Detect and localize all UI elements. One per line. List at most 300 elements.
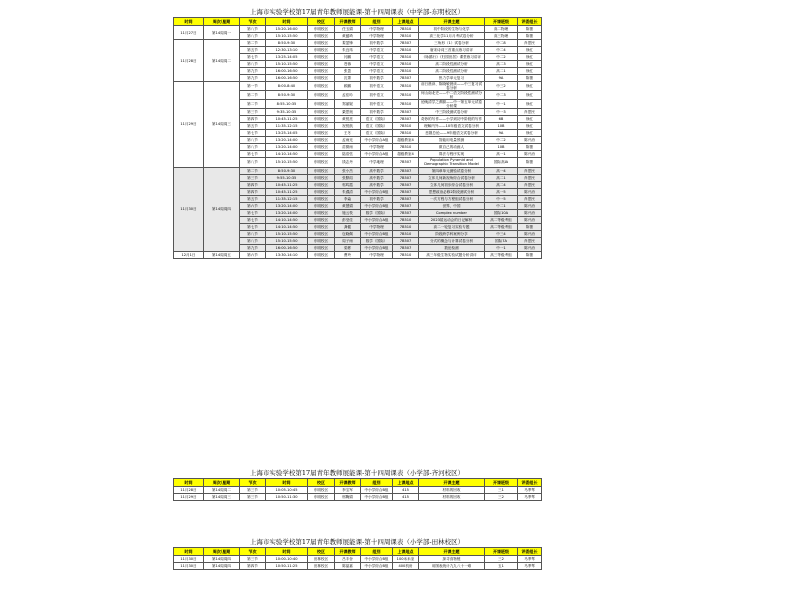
table-cell: 10B: [485, 144, 518, 151]
table-cell: 东明校区: [308, 26, 335, 33]
table-cell: 13:30-14:10: [266, 251, 308, 258]
table-cell: 415: [393, 487, 419, 494]
table-cell: 娄盈锋: [335, 40, 361, 47]
table-cell: 数学（国际）: [361, 209, 393, 216]
table-cell: 高一1: [485, 151, 518, 158]
table-cell: 中学物理: [361, 26, 393, 33]
column-header: 开课班级: [485, 479, 518, 487]
table-cell: 第四章单元测验试卷分析: [419, 167, 485, 174]
table-cell: 415: [393, 494, 419, 501]
table-cell: 田林校区: [308, 563, 335, 570]
table-cell: 中小学综合B组: [361, 244, 393, 251]
table-cell: 徐红: [518, 100, 542, 109]
table-cell: 东明校区: [308, 216, 335, 223]
table-cell: 第四节: [240, 188, 266, 195]
table-cell: 陈兴治: [518, 216, 542, 223]
table-cell: 语文（国际）: [361, 123, 393, 130]
table-cell: 11月28日: [174, 487, 204, 494]
schedule-section-dongming: [173, 8, 541, 259]
table-cell: 语文（国际）: [361, 116, 393, 123]
table-cell: 7B507: [393, 202, 419, 209]
table-cell: 高中数学: [361, 167, 393, 174]
table-cell: 第二节: [240, 100, 266, 109]
column-header: 节次: [240, 479, 266, 487]
table-cell: 徐红: [518, 68, 542, 75]
table-cell: 第14周周四: [204, 556, 240, 563]
table-cell: 7B510: [393, 47, 419, 54]
table-cell: 13:25-14:05: [266, 54, 308, 61]
table-cell: 肖思民: [518, 109, 542, 116]
table-cell: 前日晨读、陈晓敏晨读——中三复习试卷分析: [419, 82, 485, 91]
week-cell: 第14周周二: [204, 40, 240, 82]
table-cell: 第三节: [240, 556, 266, 563]
table-cell: 8:50-9:30: [266, 167, 308, 174]
column-header: 校区: [308, 548, 335, 556]
table-cell: 7B507: [393, 158, 419, 168]
section-title: 上海市实验学校第17届青年教师展能课-第十四周课表（小学部-田林校区）: [249, 538, 465, 546]
table-cell: 东明校区: [308, 188, 335, 195]
table-cell: 高二4: [485, 181, 518, 188]
table-cell: 理解内外——10年级语文试卷分析: [419, 123, 485, 130]
table-cell: 东明校区: [308, 33, 335, 40]
table-row: [174, 563, 542, 570]
schedule-table-dongming: [173, 17, 542, 259]
table-cell: 11月30日: [174, 556, 204, 563]
table-cell: 第八节: [240, 26, 266, 33]
table-cell: 探寻食物链: [419, 556, 485, 563]
column-header: 周次/星期: [204, 548, 240, 556]
table-cell: 7B507: [393, 167, 419, 174]
table-cell: 9:55-10:35: [266, 174, 308, 181]
table-cell: Complex number: [419, 209, 485, 216]
column-header: 节次: [240, 18, 266, 26]
table-cell: 中小学综合A组: [361, 216, 393, 223]
table-cell: 中学物理: [361, 33, 393, 40]
table-cell: 陈兴治: [518, 202, 542, 209]
table-cell: 东明校区: [308, 223, 335, 230]
table-cell: 栗思奥: [335, 109, 361, 116]
table-cell: 东明校区: [308, 158, 335, 168]
table-cell: 热力学单元复习: [419, 75, 485, 82]
table-cell: 朱濮清: [335, 188, 361, 195]
table-cell: 100米米室: [393, 556, 419, 563]
table-cell: 初中数学: [361, 40, 393, 47]
table-cell: 郑丽妮: [335, 100, 361, 109]
table-cell: 东明校区: [308, 195, 335, 202]
table-cell: 第二节: [240, 40, 266, 47]
column-header: 组别: [361, 548, 393, 556]
table-cell: 15:10-15:50: [266, 230, 308, 237]
column-header: 组别: [361, 479, 393, 487]
table-cell: 7B510: [393, 223, 419, 230]
table-cell: 徐红: [518, 91, 542, 100]
table-cell: 张盈: [335, 68, 361, 75]
column-header: 时间: [266, 548, 308, 556]
column-header: 周次/星期: [204, 479, 240, 487]
table-cell: 东明校区: [308, 75, 335, 82]
table-cell: 8:55-10:35: [266, 100, 308, 109]
table-cell: 7B510: [393, 61, 419, 68]
table-cell: 高二阶段性测试分析: [419, 68, 485, 75]
table-cell: 论晚清学之溯源——中一第五单元试卷分析课: [419, 100, 485, 109]
table-cell: 高二1: [485, 68, 518, 75]
table-cell: 第九节: [240, 68, 266, 75]
table-cell: 高二1: [485, 174, 518, 181]
table-cell: 8:00-8:40: [266, 82, 308, 91]
table-cell: 7B510: [393, 123, 419, 130]
table-cell: 曹玲: [335, 251, 361, 258]
table-cell: 邢鞠娟: [335, 494, 361, 501]
table-cell: 10:50-11:30: [266, 494, 308, 501]
table-cell: 第七节: [240, 151, 266, 158]
table-cell: 初中数学: [361, 109, 393, 116]
table-cell: 东明校区: [308, 47, 335, 54]
column-header: 开课班级: [485, 548, 518, 556]
table-cell: 7B510: [393, 144, 419, 151]
table-cell: 15:10-15:50: [266, 237, 308, 244]
table-cell: 7B510: [393, 230, 419, 237]
week-cell: 第14周周五: [204, 251, 240, 258]
column-header: 开课教师: [335, 479, 361, 487]
table-cell: 中三阶段测试卷分析: [419, 109, 485, 116]
table-cell: 材料的回收: [419, 494, 485, 501]
column-header: 开课班级: [485, 18, 518, 26]
schedule-section-tianlin: [173, 538, 541, 570]
table-cell: 第九节: [240, 75, 266, 82]
section-title: 上海市实验学校第17届青年教师展能课-第十四周课表（小学部-齐河校区）: [249, 469, 465, 477]
table-cell: 超级教室4: [393, 151, 419, 158]
table-cell: 用图表统计九九八十一难: [419, 563, 485, 570]
table-cell: 中小学综合A组: [361, 137, 393, 144]
table-cell: 中二2: [485, 137, 518, 144]
table-cell: 12:30-13:10: [266, 47, 308, 54]
table-cell: 东明校区: [308, 68, 335, 75]
table-cell: 东明校区: [308, 130, 335, 137]
table-cell: 田林校区: [308, 556, 335, 563]
table-cell: 陈兴治: [518, 230, 542, 237]
table-cell: 《咏鹅行》《归园田居》课堂练习讲评: [419, 54, 485, 61]
column-header: 开课主题: [419, 548, 485, 556]
table-cell: 7B507: [393, 195, 419, 202]
table-cell: 徐红: [518, 47, 542, 54]
table-cell: 初中语文: [361, 100, 393, 109]
table-cell: 算法与程序实现: [419, 151, 485, 158]
table-cell: 15:10-15:50: [266, 61, 308, 68]
table-cell: 三角形（1）试卷分析: [419, 40, 485, 47]
table-cell: 7B507: [393, 188, 419, 195]
table-cell: 中二8: [485, 40, 518, 47]
table-cell: 第二节: [240, 91, 266, 100]
table-cell: 包晓佩: [335, 230, 361, 237]
table-cell: 高二物理: [485, 26, 518, 33]
table-cell: 9:35-10:35: [266, 109, 308, 116]
table-cell: 徐红: [518, 54, 542, 61]
table-cell: 第四节: [240, 563, 266, 570]
table-cell: 东明校区: [308, 202, 335, 209]
table-cell: 龚健: [335, 223, 361, 230]
table-cell: 东明校区: [308, 82, 335, 91]
table-cell: 陈兴治: [518, 151, 542, 158]
table-cell: 肖思民: [518, 237, 542, 244]
table-cell: 第四节: [240, 116, 266, 123]
table-cell: 王冬: [335, 130, 361, 137]
table-cell: 7B510: [393, 130, 419, 137]
table-cell: 李宝军: [335, 487, 361, 494]
table-cell: 东明校区: [308, 54, 335, 61]
table-row: [174, 26, 542, 33]
table-cell: 第八节: [240, 230, 266, 237]
table-cell: 初中语文: [361, 82, 393, 91]
table-cell: 第六节: [240, 202, 266, 209]
table-cell: 语文（国际）: [361, 130, 393, 137]
table-cell: 6B: [485, 116, 518, 123]
table-cell: 国际10A: [485, 209, 518, 216]
table-cell: 徐红: [518, 116, 542, 123]
table-cell: 高二等级考组: [485, 216, 518, 223]
table-cell: 陈蕾: [518, 251, 542, 258]
table-row: [174, 251, 542, 258]
table-cell: 13:20-14:00: [266, 202, 308, 209]
table-cell: 周子雨: [335, 237, 361, 244]
table-cell: 高三化学11月月考试卷分析: [419, 33, 485, 40]
table-cell: 高中数学: [361, 181, 393, 188]
table-cell: 五1: [485, 563, 518, 570]
table-cell: 第五节: [240, 47, 266, 54]
table-cell: 苗微雨: [335, 144, 361, 151]
table-cell: 陈蕾: [518, 158, 542, 168]
table-cell: 高二一轮复习实验专题: [419, 223, 485, 230]
date-cell: 11月30日: [174, 167, 204, 251]
table-cell: 数论检测: [419, 244, 485, 251]
table-cell: 16:00-16:50: [266, 68, 308, 75]
table-row: [174, 556, 542, 563]
table-cell: 14:10-14:50: [266, 223, 308, 230]
table-cell: 陈蕾: [518, 223, 542, 230]
table-cell: 8:50-9:30: [266, 40, 308, 47]
table-cell: 东明校区: [308, 181, 335, 188]
table-cell: 11:35-12:15: [266, 195, 308, 202]
table-cell: 16:00-16:50: [266, 75, 308, 82]
table-cell: 陈蕾: [518, 33, 542, 40]
table-cell: 国际高IA: [485, 158, 518, 168]
table-cell: 10:50-11:25: [266, 563, 308, 570]
table-cell: 中学语文: [361, 61, 393, 68]
table-cell: 中小学综合A组: [361, 151, 393, 158]
week-cell: 第14周周四: [204, 167, 240, 251]
table-cell: 苍蓉: [335, 61, 361, 68]
table-cell: 中二2: [485, 54, 518, 61]
table-cell: 肖思民: [518, 195, 542, 202]
column-header: 校区: [308, 18, 335, 26]
table-cell: 东明校区: [308, 100, 335, 109]
table-cell: 中学物理: [361, 223, 393, 230]
table-cell: 悲剧总论——9年级语文试卷分析: [419, 130, 485, 137]
table-cell: 李淼: [335, 195, 361, 202]
table-cell: 11月29日: [174, 494, 204, 501]
table-cell: 中学地理: [361, 158, 393, 168]
table-cell: 任玉娟: [335, 26, 361, 33]
table-cell: 第八节: [240, 33, 266, 40]
schedule-table-qihe: [173, 478, 542, 501]
table-cell: 东明校区: [308, 230, 335, 237]
section-title: 上海市实验学校第17届青年教师展能课-第十四周课表（中学部-东明校区）: [249, 8, 465, 16]
table-cell: 祝悦航: [335, 123, 361, 130]
column-header: 评委组长: [518, 479, 542, 487]
table-cell: 7B507: [393, 109, 419, 116]
table-row: [174, 487, 542, 494]
table-cell: 7B507: [393, 75, 419, 82]
table-cell: 东明校区: [308, 167, 335, 174]
table-cell: 第八节: [240, 158, 266, 168]
table-cell: 高三年级生物实验试题分析讲评: [419, 251, 485, 258]
table-cell: 初中数学: [361, 195, 393, 202]
table-cell: 中小学综合B组: [361, 188, 393, 195]
table-cell: 13:25-14:05: [266, 130, 308, 137]
table-cell: 陆浩弦: [335, 151, 361, 158]
table-cell: 东明校区: [308, 151, 335, 158]
table-cell: 高中数学: [361, 174, 393, 181]
table-cell: 中二3: [485, 91, 518, 100]
table-cell: 东明校区: [308, 237, 335, 244]
table-cell: 7B507: [393, 40, 419, 47]
table-cell: 第14周周四: [204, 563, 240, 570]
table-cell: 三2: [485, 556, 518, 563]
table-cell: 东明校区: [308, 116, 335, 123]
table-cell: 东明校区: [308, 40, 335, 47]
table-cell: 肖思民: [518, 40, 542, 47]
table-cell: 中小学综合B组: [361, 230, 393, 237]
column-header: 时间: [266, 18, 308, 26]
table-row: [174, 40, 542, 47]
column-header: 上课地点: [393, 479, 419, 487]
table-cell: 第六节: [240, 251, 266, 258]
table-cell: 朱良玮: [335, 47, 361, 54]
table-cell: 第七节: [240, 209, 266, 216]
table-cell: 第八节: [240, 61, 266, 68]
table-cell: 徐红: [518, 130, 542, 137]
table-cell: 7B507: [393, 181, 419, 188]
table-cell: 中三4: [485, 230, 518, 237]
table-cell: 郭鸣霞: [335, 181, 361, 188]
table-cell: 阶段跨学科案例分享: [419, 230, 485, 237]
table-cell: 中学语文: [361, 54, 393, 61]
table-cell: 第七节: [240, 130, 266, 137]
column-header: 节次: [240, 548, 266, 556]
table-cell: 材料的回收: [419, 487, 485, 494]
table-cell: 第八节: [240, 137, 266, 144]
table-cell: 思想政治必修2阶段测试分析: [419, 188, 485, 195]
column-header: 评委组长: [518, 18, 542, 26]
table-cell: 7B510: [393, 33, 419, 40]
table-cell: 数学（国际）: [361, 237, 393, 244]
table-cell: 彭莹佳: [335, 216, 361, 223]
table-cell: 中小学综合B组: [361, 563, 393, 570]
column-header: 时间: [266, 479, 308, 487]
table-cell: 第五节: [240, 195, 266, 202]
table-cell: 7B507: [393, 209, 419, 216]
table-cell: 高三等级考组: [485, 251, 518, 258]
table-cell: 第八节: [240, 144, 266, 151]
table-cell: 11:35-12:15: [266, 123, 308, 130]
table-cell: 13:20-14:00: [266, 209, 308, 216]
table-cell: 第14周周三: [204, 494, 240, 501]
table-cell: 奇妙的写作——小学到初中阶段的写作: [419, 116, 485, 123]
table-cell: 中一1: [485, 100, 518, 109]
table-cell: 三2: [485, 494, 518, 501]
table-cell: 黄蕴琦: [335, 33, 361, 40]
table-cell: 高一4: [485, 167, 518, 174]
table-cell: 分式的概念与计算试卷分析: [419, 237, 485, 244]
table-cell: 第一节: [240, 82, 266, 91]
table-cell: 东明校区: [308, 494, 335, 501]
table-cell: 第八节: [240, 237, 266, 244]
table-cell: 张小杰: [335, 167, 361, 174]
table-cell: 7B510: [393, 82, 419, 91]
table-cell: 中三2: [485, 82, 518, 91]
table-cell: 10:45-11:25: [266, 116, 308, 123]
table-cell: 中一3: [485, 109, 518, 116]
table-cell: 15:10-15:50: [266, 158, 308, 168]
column-header: 上课地点: [393, 548, 419, 556]
table-cell: 一次方程与方程组试卷分析: [419, 195, 485, 202]
table-cell: 7B510: [393, 100, 419, 109]
table-cell: 第二节: [240, 167, 266, 174]
table-cell: 7B507: [393, 244, 419, 251]
column-header: 评委组长: [518, 548, 542, 556]
table-cell: 东明校区: [308, 174, 335, 181]
table-cell: 中一1: [485, 244, 518, 251]
table-cell: 孟雨光: [335, 137, 361, 144]
table-cell: 第三节: [240, 174, 266, 181]
table-cell: 陈蕾: [518, 144, 542, 151]
table-cell: 13:20-14:00: [266, 137, 308, 144]
table-cell: 陈兴治: [518, 209, 542, 216]
table-cell: 东明校区: [308, 144, 335, 151]
table-cell: 8:50-9:30: [266, 91, 308, 100]
table-cell: 梁彬: [335, 244, 361, 251]
table-cell: 中学物理: [361, 144, 393, 151]
table-cell: 顾鹏: [335, 82, 361, 91]
table-cell: 7B507: [393, 116, 419, 123]
table-cell: 智能用电量预测: [419, 137, 485, 144]
table-cell: 中二1: [485, 202, 518, 209]
table-cell: 初中阶段的生物与化学: [419, 26, 485, 33]
column-header: 时间: [174, 18, 204, 26]
table-cell: 肖思民: [518, 174, 542, 181]
table-cell: 做自己的动画人: [419, 144, 485, 151]
table-cell: 东明校区: [308, 487, 335, 494]
table-cell: 黄悦亮: [335, 116, 361, 123]
table-cell: 孟佳吟: [335, 91, 361, 100]
table-cell: 中二4: [485, 47, 518, 54]
table-cell: 马季琴: [518, 556, 542, 563]
table-cell: 11月30日: [174, 563, 204, 570]
table-row: [174, 494, 542, 501]
table-cell: 施云枝: [335, 209, 361, 216]
table-cell: 东明校区: [308, 61, 335, 68]
table-cell: 沈菁: [335, 75, 361, 82]
table-cell: 吕丰舍: [335, 556, 361, 563]
table-cell: 中学语文: [361, 47, 393, 54]
table-cell: 钱志丹: [335, 158, 361, 168]
table-cell: 14:10-14:50: [266, 151, 308, 158]
table-cell: 初中语文: [361, 91, 393, 100]
table-cell: 7B510: [393, 251, 419, 258]
column-header: 开课教师: [335, 548, 361, 556]
table-cell: 14:10-14:50: [266, 216, 308, 223]
table-cell: 肖思民: [518, 181, 542, 188]
table-cell: 第14周周二: [204, 487, 240, 494]
